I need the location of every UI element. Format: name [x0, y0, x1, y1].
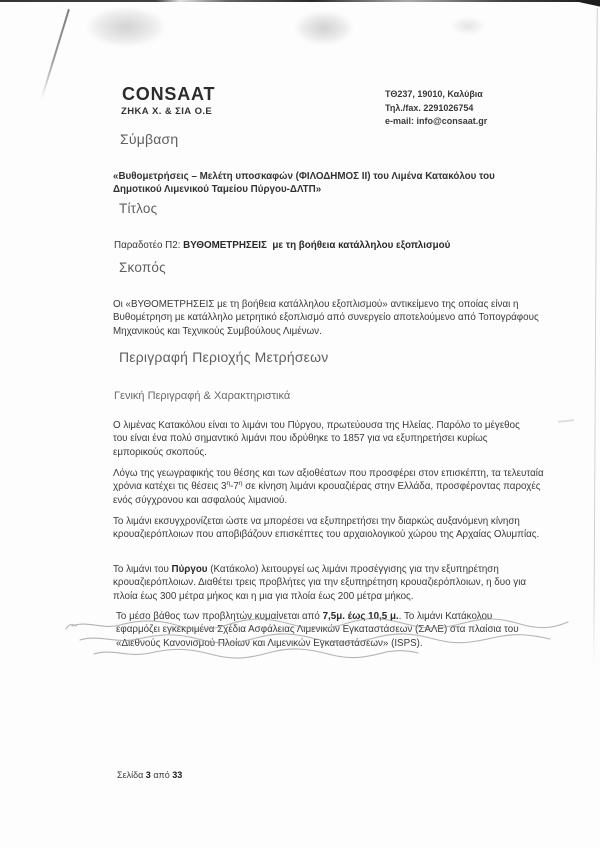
heading-purpose: Σκοπός — [119, 260, 166, 275]
deliverable-label: Παραδοτέο Π2: — [114, 240, 184, 251]
scan-scratch-line-artifact — [40, 9, 70, 100]
ordinal-superscript: η — [226, 480, 231, 488]
para5-text: Το μέσο βάθος των προβλητών κυμαίνεται από — [116, 611, 323, 622]
deliverable-line — [114, 239, 554, 252]
scan-smudge-artifact — [296, 12, 352, 44]
body-paragraph-1: Ο λιμένας Κατακόλου είναι το λιμάνι του Πύργου, πρωτεύουσα της Ηλείας. Παρόλο το μέγεθος του είναι ένα πολύ σημαντικό λιμάνι που ιδρύθηκε το 1857 για να εξυπηρετήσει κυρίως εμπορικούς σκοπούς. — [113, 420, 520, 458]
scan-margin-dash-artifact — [558, 419, 574, 423]
heading-contract: Σύμβαση — [120, 131, 179, 147]
para2-text: -7 — [230, 481, 239, 493]
footer-label: από — [150, 770, 173, 780]
company-name: CONSAAT — [122, 84, 216, 104]
footer-label: Σελίδα — [117, 770, 146, 780]
company-subtitle: ΖΗΚΑ Χ. & ΣΙΑ Ο.Ε — [121, 106, 213, 117]
body-paragraph-2 — [113, 467, 545, 507]
subject-paragraph: «Βυθομετρήσεις – Μελέτη υποσκαφών (ΦΙΛΟΔΗΜΟΣ ΙΙ) του Λιμένα Κατακόλου του Δημοτικού Λιμενικού Ταμείου Πύργου-ΔΛΤΠ» — [113, 171, 495, 196]
body-paragraph-3: Το λιμάνι εκσυγχρονίζεται ώστε να μπορέσει να εξυπηρετήσει την διαρκώς αυξανόμενη κίνηση κρουαζιερόπλοιων που αποβιβάζουν επισκέπτες του αρχαιολογικού χώρου της Αρχαίας Ολυμπίας. — [113, 516, 540, 541]
contact-email: e-mail: info@consaat.gr — [385, 116, 488, 126]
para4-bold-text: Πύργου — [171, 564, 208, 575]
subheading-general-description: Γενική Περιγραφή & Χαρακτηριστικά — [114, 390, 291, 402]
purpose-paragraph: Οι «ΒΥΘΟΜΕΤΡΗΣΕΙΣ με τη βοήθεια κατάλληλου εξοπλισμού» αντικείμενο της οποίας είναι η Βυθομέτρηση με κατάλληλο μετρητικό εξοπλισμό από συνεργείο αποτελούμενο από Τοπογράφους Μηχανικούς και Τεχνικούς Συμβούλους Λιμένων. — [113, 299, 539, 337]
footer-page-number — [117, 770, 182, 780]
para5-bold-depth-values: 7,5μ. έως 10,5 μ. — [322, 611, 399, 622]
pen-squiggle-underlines — [58, 598, 578, 668]
para2-text: Λόγω της γεωγραφικής του θέσης και των αξιοθέατων που προσφέρει στον επισκέπτη, τα τελευταία χρόνια κατέχει τις θέσεις 3 — [113, 468, 544, 493]
deliverable-text: ΒΥΘΟΜΕΤΡΗΣΕΙΣ με τη βοήθεια κατάλληλου εξοπλισμού — [183, 240, 451, 251]
para4-text: Το λιμάνι του — [113, 564, 172, 575]
scan-top-edge-artifact — [0, 0, 600, 2]
contact-block — [385, 88, 487, 129]
para2-text: σε κίνηση λιμάνι κρουαζιέρας στην Ελλάδα, προσφέροντας παροχές ενός σύγχρονου και ασφαλούς λιμανιού. — [113, 481, 541, 506]
scan-smudge-artifact — [88, 8, 164, 46]
para5-text: . Το λιμάνι Κατάκολου εφαρμόζει εγκεκριμένα Σχέδια Ασφάλειας Λιμενικών Εγκαταστάσεων (ΣΑΛΕ) στα πλαίσια του «Διεθνούς Κανονισμού Πλοίων και Λιμενικών Εγκαταστάσεων» (ISPS). — [116, 611, 519, 649]
heading-title: Τίτλος — [119, 201, 158, 216]
contact-address: ΤΘ237, 19010, Καλύβια — [385, 89, 483, 99]
contact-phone: Τηλ./fax. 2291026754 — [385, 102, 474, 113]
footer-total-pages: 33 — [172, 770, 183, 780]
ordinal-superscript: η — [238, 480, 243, 488]
scan-smudge-artifact — [452, 18, 484, 34]
para4-text: (Κατάκολο) λειτουργεί ως λιμάνι προσέγγισης για την εξυπηρέτηση κρουαζιερόπλοιων. Διαθέτει τρεις προβλήτες για την εξυπηρέτηση κρουαζιερόπλοιων, η δυο για πλοία έως 300 μέτρα μήκος και η μια για πλοία έως 200 μέτρα μήκος. — [113, 564, 527, 602]
footer-current-page: 3 — [145, 770, 151, 780]
heading-measurement-area: Περιγραφή Περιοχής Μετρήσεων — [119, 349, 329, 365]
scan-right-edge-line-artifact — [593, 8, 597, 670]
